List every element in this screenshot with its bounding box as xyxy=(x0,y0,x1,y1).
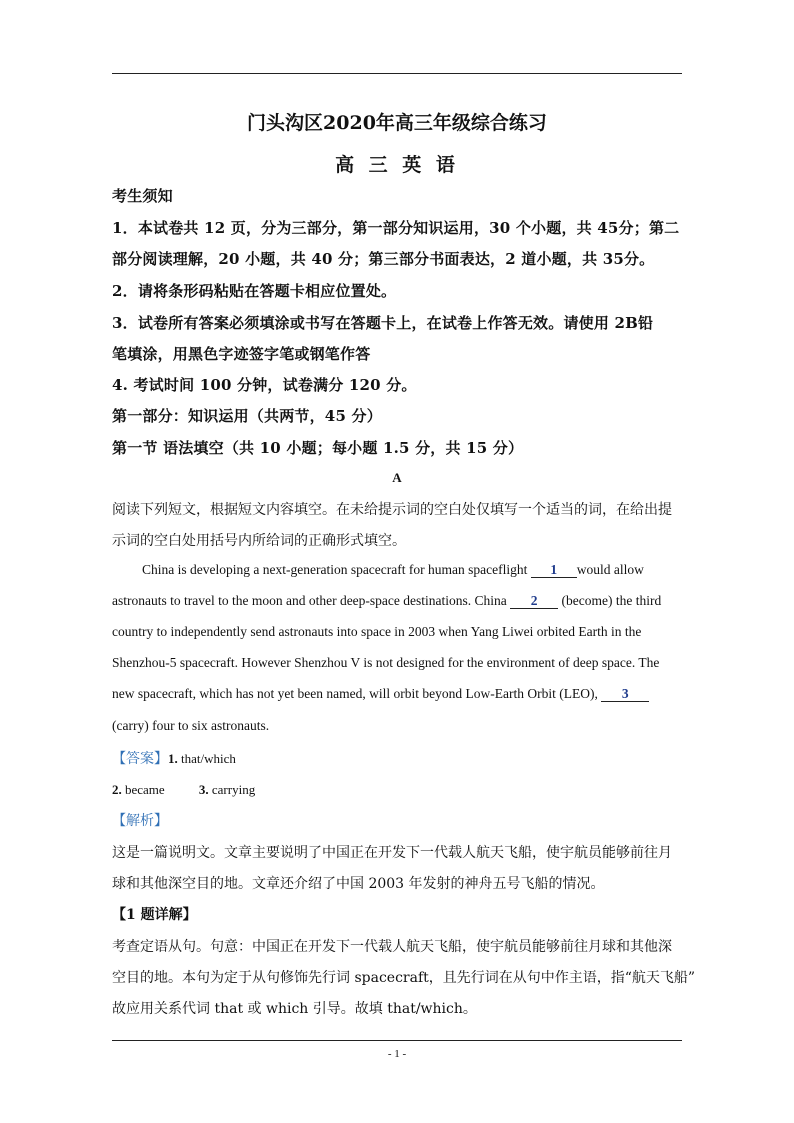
answer-num-2: 2. xyxy=(112,782,122,797)
section1-heading: 第一节 语法填空（共 10 小题；每小题 1.5 分，共 15 分） xyxy=(112,439,524,457)
top-rule xyxy=(112,73,682,74)
answer-line-2 xyxy=(112,779,255,798)
passage-line-3: country to independently send astronauts into space in 2003 when Yang Liwei orbited Earth in the xyxy=(112,624,642,639)
notice-line-6: 4. 考试时间 100 分钟，试卷满分 120 分。 xyxy=(112,376,417,394)
part1-heading: 第一部分：知识运用（共两节，45 分） xyxy=(112,407,382,425)
page-number: - 1 - xyxy=(387,1048,407,1060)
answer-1: that/which xyxy=(177,751,236,766)
passage-line-4: Shenzhou-5 spacecraft. However Shenzhou V is not designed for the environment of deep space. The xyxy=(112,655,660,670)
instruction-line-2: 示词的空白处用括号内所给词的正确形式填空。 xyxy=(112,533,406,549)
detail-line-1: 考查定语从句。句意：中国正在开发下一代载人航天飞船，使宇航员能够前往月球和其他深 xyxy=(112,939,672,955)
passage-text: new spacecraft, which has not yet been named, will orbit beyond Low-Earth Orbit (LEO), xyxy=(112,686,602,701)
passage-text: China is developing a next-generation spacecraft for human spaceflight xyxy=(142,562,531,577)
blank-1: 1 xyxy=(531,563,577,578)
passage-line-1 xyxy=(142,562,644,578)
notice-line-5: 笔填涂，用黑色字迹签字笔或钢笔作答 xyxy=(112,345,371,363)
passage-line-2 xyxy=(112,593,661,609)
analysis-line-1: 这是一篇说明文。文章主要说明了中国正在开发下一代载人航天飞船，使宇航员能够前往月 xyxy=(112,845,672,861)
passage-text: would allow xyxy=(576,562,644,577)
notice-line-4: 3．试卷所有答案必须填涂或书写在答题卡上，在试卷上作答无效。请使用 2B铅 xyxy=(112,314,654,332)
analysis-tag: 【解析】 xyxy=(112,813,168,829)
exam-title: 门头沟区2020年高三年级综合练习 xyxy=(247,112,547,134)
answer-3: carrying xyxy=(208,782,256,797)
detail-line-3: 故应用关系代词 that 或 which 引导。故填 that/which。 xyxy=(112,1001,477,1017)
detail-heading: 【1 题详解】 xyxy=(112,907,197,923)
analysis-line-2: 球和其他深空目的地。文章还介绍了中国 2003 年发射的神舟五号飞船的情况。 xyxy=(112,876,605,892)
answer-tag: 【答案】 xyxy=(112,751,168,767)
passage-line-6: (carry) four to six astronauts. xyxy=(112,718,270,733)
notice-line-2: 部分阅读理解，20 小题，共 40 分；第三部分书面表达，2 道小题，共 35分。 xyxy=(112,250,655,268)
section-label: A xyxy=(392,470,402,485)
answer-line-1 xyxy=(112,748,236,768)
subject-title: 高 三 英 语 xyxy=(335,154,459,176)
notice-line-3: 2．请将条形码粘贴在答题卡相应位置处。 xyxy=(112,282,397,300)
blank-3: 3 xyxy=(601,687,649,702)
instruction-line-1: 阅读下列短文，根据短文内容填空。在未给提示词的空白处仅填写一个适当的词，在给出提 xyxy=(112,502,672,518)
passage-text: (become) the third xyxy=(558,593,662,608)
detail-line-2: 空目的地。本句为定于从句修饰先行词 spacecraft，且先行词在从句中作主语，指“航天飞船” xyxy=(112,970,696,986)
answer-num-3: 3. xyxy=(198,782,209,797)
answer-2: became xyxy=(121,782,165,797)
answer-num-1: 1. xyxy=(168,751,178,766)
passage-line-5 xyxy=(112,686,649,702)
notice-heading: 考生须知 xyxy=(112,187,173,205)
bottom-rule xyxy=(112,1040,682,1041)
blank-2: 2 xyxy=(510,594,558,609)
passage-text: astronauts to travel to the moon and other deep-space destinations. China xyxy=(112,593,511,608)
notice-line-1: 1．本试卷共 12 页，分为三部分，第一部分知识运用，30 个小题，共 45分；第二 xyxy=(112,219,680,237)
